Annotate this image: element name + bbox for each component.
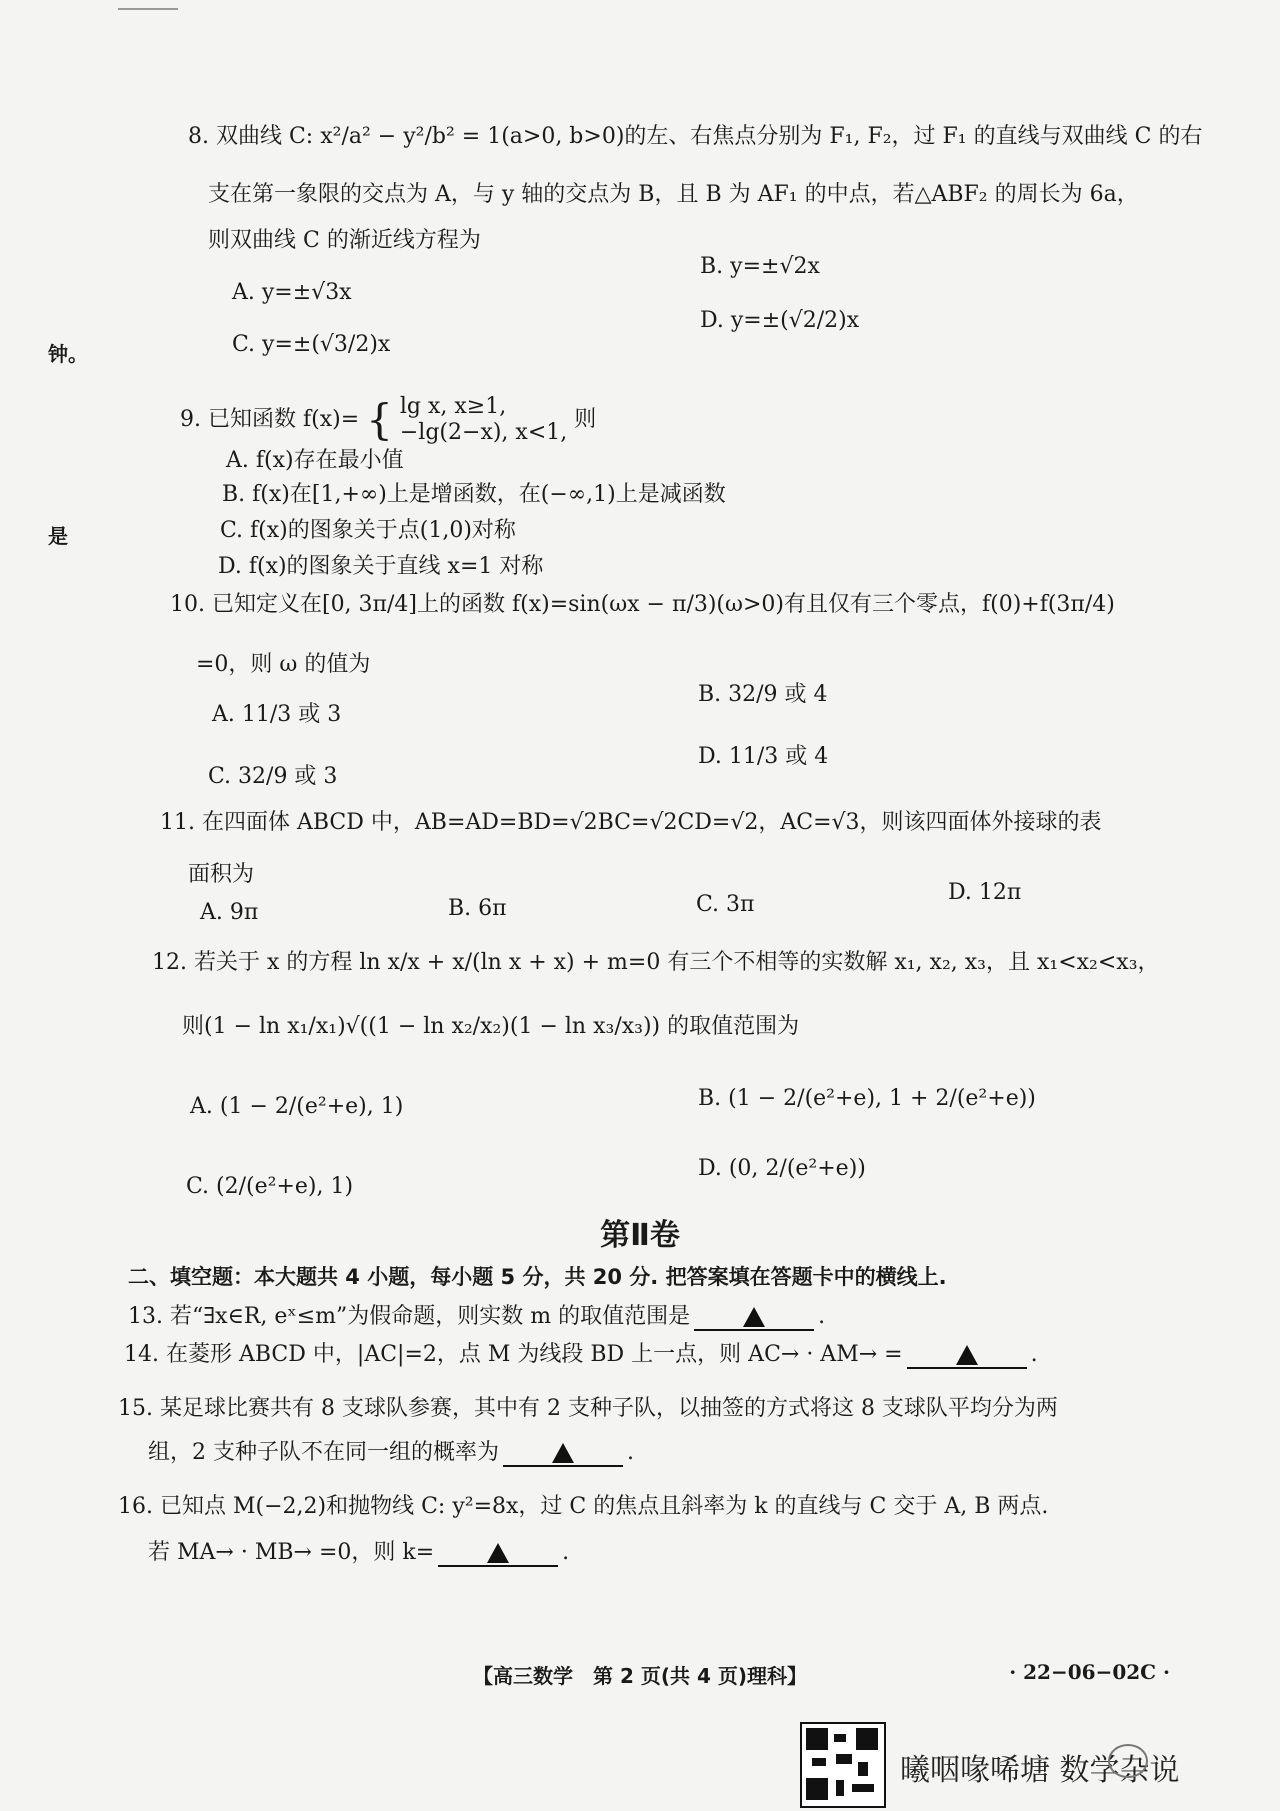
q8-stem-line2: 支在第一象限的交点为 A，与 y 轴的交点为 B，且 B 为 AF₁ 的中点，若△ABF₂ 的周长为 6a， (208, 182, 1139, 207)
q10-option-a: A. 11/3 或 3 (212, 702, 342, 727)
q16-answer-blank[interactable] (438, 1541, 558, 1567)
qr-code-icon (800, 1722, 886, 1808)
q10-option-d: D. 11/3 或 4 (698, 744, 829, 769)
fill-in-header: 二、填空题：本大题共 4 小题，每小题 5 分，共 20 分. 把答案填在答题卡中的横线上. (128, 1265, 947, 1289)
q12-option-b: B. (1 − 2/(e²+e), 1 + 2/(e²+e)) (698, 1086, 1036, 1111)
q8-option-b: B. y=±√2x (700, 254, 820, 279)
q9-option-d: D. f(x)的图象关于直线 x=1 对称 (218, 554, 544, 579)
q15-line2 (148, 1438, 634, 1468)
q13-answer-blank[interactable] (694, 1305, 814, 1331)
triangle-icon (956, 1345, 978, 1365)
q11-option-a: A. 9π (200, 900, 259, 925)
page-footer: 【高三数学 第 2 页(共 4 页)理科】 (473, 1664, 807, 1688)
q9-cases (400, 394, 567, 446)
q16-line2 (148, 1538, 569, 1568)
q9-stem-prefix: 9. 已知函数 f(x)= (180, 407, 360, 432)
q14-text: 14. 在菱形 ABCD 中，|AC|=2，点 M 为线段 BD 上一点，则 AC→ · AM→ = (124, 1342, 903, 1367)
triangle-icon (743, 1307, 765, 1327)
q8-option-c: C. y=±(√3/2)x (232, 332, 391, 357)
watermark-text: 曦咽喙唏塘 数学杂说 (900, 1753, 1180, 1788)
q13-end: . (818, 1304, 826, 1329)
q8-stem-line1: 8. 双曲线 C: x²/a² − y²/b² = 1(a>0, b>0)的左、右焦点分别为 F₁, F₂，过 F₁ 的直线与双曲线 C 的右 (188, 124, 1203, 149)
q12-option-a: A. (1 − 2/(e²+e), 1) (190, 1094, 404, 1119)
q16-line1: 16. 已知点 M(−2,2)和抛物线 C: y²=8x，过 C 的焦点且斜率为 k 的直线与 C 交于 A, B 两点. (118, 1494, 1049, 1519)
q11-stem-line1: 11. 在四面体 ABCD 中，AB=AD=BD=√2BC=√2CD=√2，AC=√3，则该四面体外接球的表 (160, 810, 1102, 835)
q12-option-c: C. (2/(e²+e), 1) (186, 1174, 354, 1199)
top-rule (118, 8, 178, 10)
q11-option-d: D. 12π (948, 880, 1022, 905)
q13-text: 13. 若“∃x∈R, eˣ≤m”为假命题，则实数 m 的取值范围是 (128, 1304, 691, 1329)
q9-option-a: A. f(x)存在最小值 (226, 448, 404, 473)
q15-text: 组，2 支种子队不在同一组的概率为 (148, 1440, 499, 1465)
q10-stem-line1: 10. 已知定义在[0, 3π/4]上的函数 f(x)=sin(ωx − π/3)(ω>0)有且仅有三个零点，f(0)+f(3π/4) (170, 592, 1115, 617)
q13 (128, 1302, 825, 1332)
q11-option-c: C. 3π (696, 892, 755, 917)
q12-option-d: D. (0, 2/(e²+e)) (698, 1156, 866, 1181)
margin-note-2: 是 (48, 524, 68, 548)
q15-line1: 15. 某足球比赛共有 8 支球队参赛，其中有 2 支种子队，以抽签的方式将这 8 支球队平均分为两 (118, 1396, 1058, 1421)
margin-note-1: 钟。 (48, 342, 88, 366)
q10-stem-line2: =0，则 ω 的值为 (196, 652, 371, 677)
q10-option-b: B. 32/9 或 4 (698, 682, 828, 707)
q12-stem-line2: 则(1 − ln x₁/x₁)√((1 − ln x₂/x₂)(1 − ln x₃/x₃)) 的取值范围为 (182, 1014, 800, 1039)
q8-option-a: A. y=±√3x (232, 280, 352, 305)
q14-answer-blank[interactable] (907, 1343, 1027, 1369)
wechat-icon (1108, 1744, 1148, 1778)
q11-stem-line2: 面积为 (188, 862, 255, 887)
triangle-icon (487, 1543, 509, 1563)
q8-option-d: D. y=±(√2/2)x (700, 308, 860, 333)
q14-end: . (1030, 1342, 1038, 1367)
q15-end: . (627, 1440, 634, 1465)
q9-case-1: lg x, x≥1, (399, 394, 507, 419)
q11-option-b: B. 6π (448, 896, 507, 921)
q12-stem-line1: 12. 若关于 x 的方程 ln x/x + x/(ln x + x) + m=0 有三个不相等的实数解 x₁, x₂, x₃，且 x₁<x₂<x₃， (152, 950, 1160, 975)
q9-option-b: B. f(x)在[1,+∞)上是增函数，在(−∞,1)上是减函数 (222, 482, 726, 507)
q8-stem-line3: 则双曲线 C 的渐近线方程为 (208, 228, 481, 253)
q16-end: . (562, 1540, 570, 1565)
q10-option-c: C. 32/9 或 3 (208, 764, 338, 789)
section-title: 第Ⅱ卷 (600, 1218, 680, 1253)
q9-brace: { (366, 395, 393, 444)
q9-option-c: C. f(x)的图象关于点(1,0)对称 (220, 518, 516, 543)
q9-stem-suffix: 则 (574, 407, 597, 432)
triangle-icon (552, 1443, 574, 1463)
q16-text: 若 MA→ · MB→ =0，则 k= (148, 1540, 435, 1565)
exam-code: · 22−06−02C · (1009, 1660, 1170, 1684)
q14 (124, 1340, 1038, 1370)
q9-case-2: −lg(2−x), x<1, (399, 420, 568, 445)
q15-answer-blank[interactable] (503, 1441, 623, 1467)
q9-stem (180, 392, 596, 448)
